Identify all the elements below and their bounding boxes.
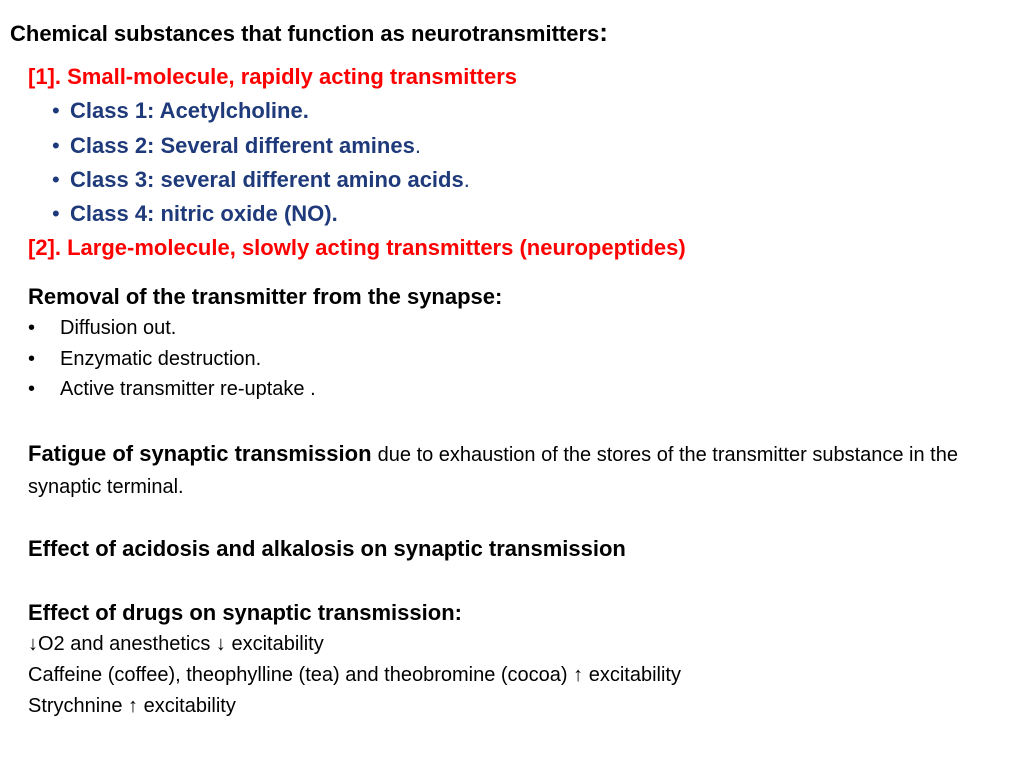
bullet-icon: • [52,201,60,226]
drug-effect-line: ↓O2 and anesthetics ↓ excitability [28,633,324,655]
class-1-item: • Class 1: Acetylcholine. [52,98,309,123]
bullet-icon: • [28,317,36,339]
class-2-item: • Class 2: Several different amines. [52,133,421,158]
removal-item: • Active transmitter re-uptake . [28,378,316,400]
removal-heading: Removal of the transmitter from the synapse: [28,284,503,309]
slide-title: Chemical substances that function as neurotransmitters: [10,17,608,47]
removal-item: • Enzymatic destruction. [28,348,262,370]
drug-effect-line: Caffeine (coffee), theophylline (tea) and theobromine (cocoa) ↑ excitability [28,664,681,686]
large-molecule-heading: [2]. Large-molecule, slowly acting transmitters (neuropeptides) [28,235,686,260]
drug-effect-line: Strychnine ↑ excitability [28,695,236,717]
small-molecule-heading: [1]. Small-molecule, rapidly acting transmitters [28,64,518,89]
bullet-icon: • [28,378,36,400]
class-4-item: • Class 4: nitric oxide (NO). [52,201,338,226]
fatigue-paragraph: Fatigue of synaptic transmission due to exhaustion of the stores of the transmitter substance in the synaptic terminal. [28,441,958,498]
drugs-heading: Effect of drugs on synaptic transmission: [28,600,462,625]
bullet-icon: • [52,167,60,192]
bullet-icon: • [52,133,60,158]
class-3-item: • Class 3: several different amino acids. [52,167,470,192]
removal-item: • Diffusion out. [28,317,177,339]
fatigue-heading: Fatigue of synaptic transmission [28,441,378,466]
acidosis-heading: Effect of acidosis and alkalosis on synaptic transmission [28,536,626,561]
bullet-icon: • [28,348,36,370]
bullet-icon: • [52,98,60,123]
